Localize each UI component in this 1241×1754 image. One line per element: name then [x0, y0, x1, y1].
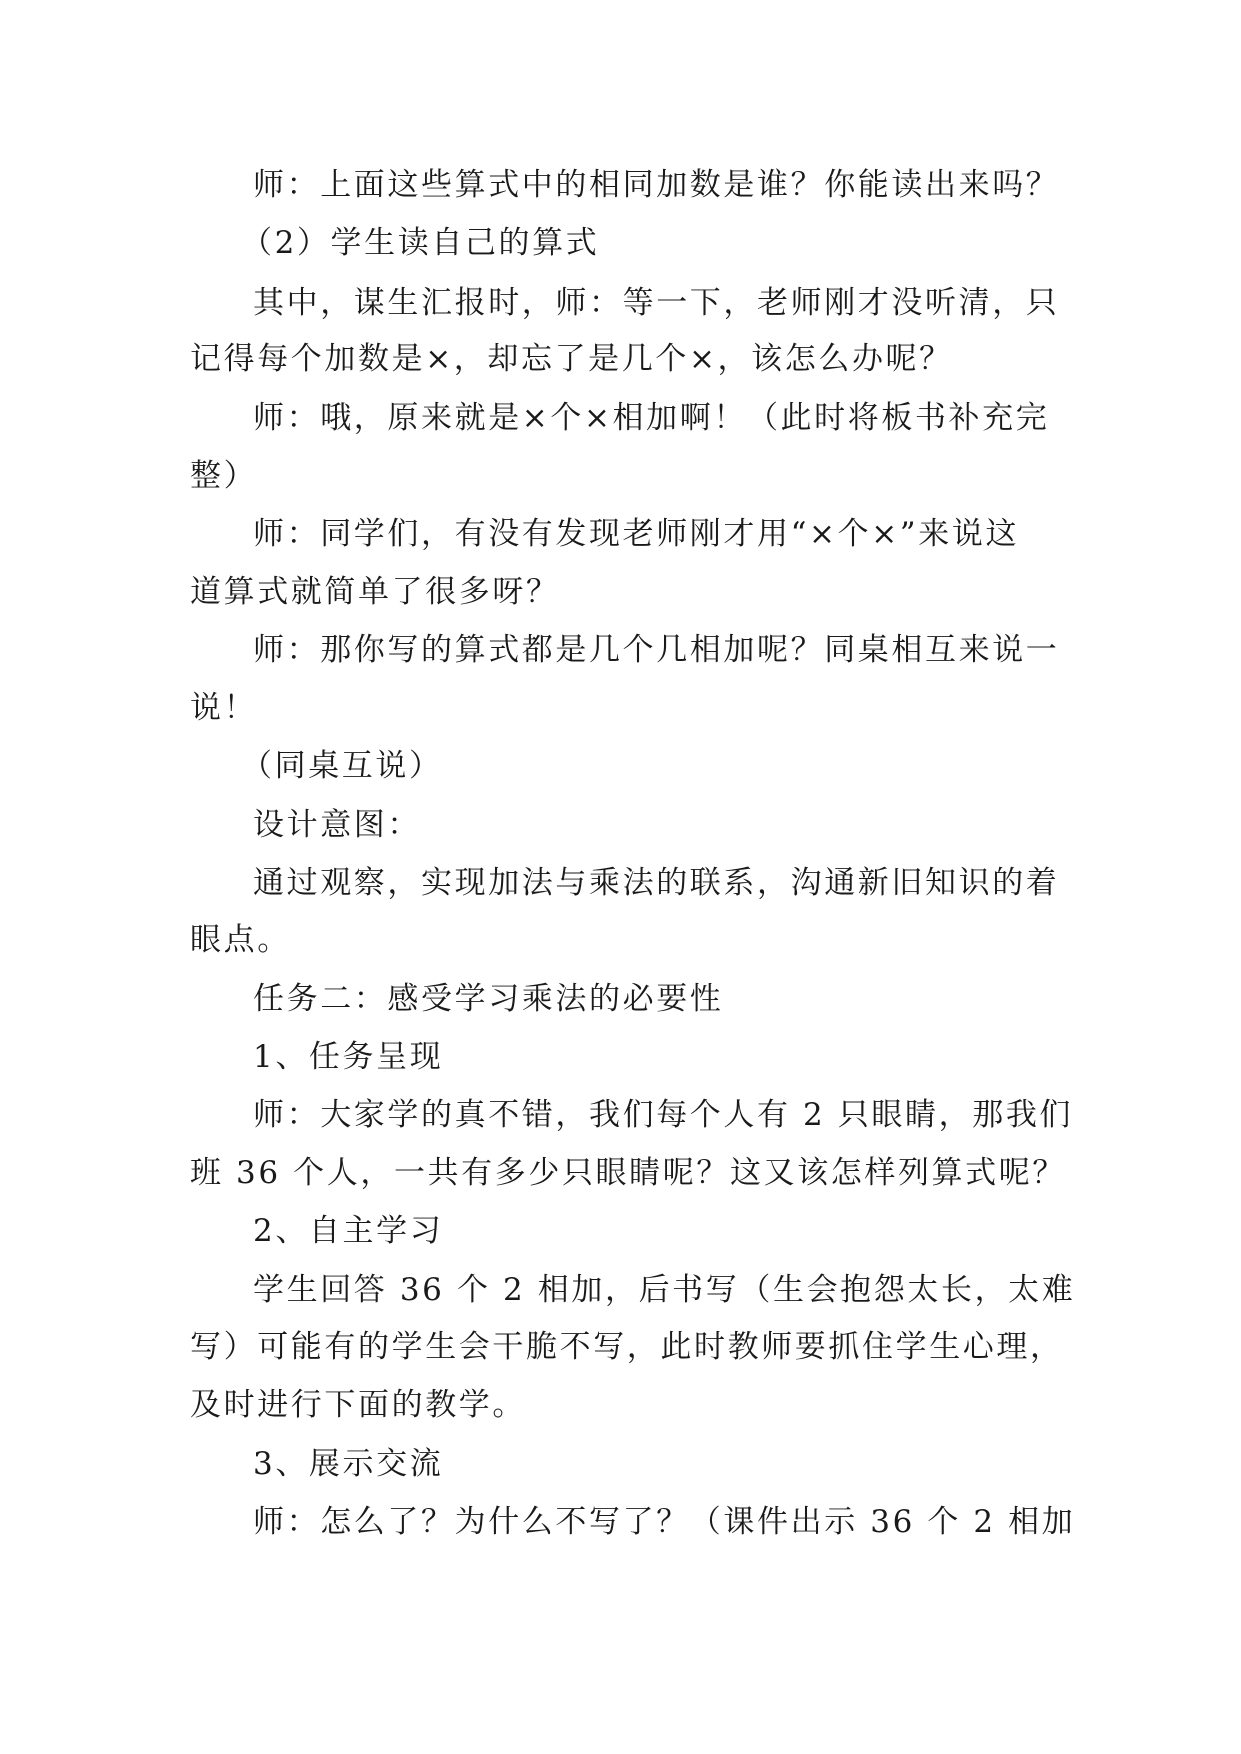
paragraph-line: 师：哦，原来就是×个×相加啊！（此时将板书补充完: [253, 400, 1050, 436]
paragraph-line: 师：同学们，有没有发现老师刚才用“×个×”来说这: [253, 516, 1020, 552]
paragraph-line: 1、任务呈现: [253, 1039, 444, 1075]
paragraph-line: 设计意图：: [253, 807, 421, 843]
paragraph-line: （2）学生读自己的算式: [241, 225, 600, 261]
paragraph-line: 任务二：感受学习乘法的必要性: [253, 981, 724, 1017]
paragraph-line: 说！: [190, 690, 258, 726]
paragraph-line: 记得每个加数是×，却忘了是几个×，该怎么办呢？: [190, 341, 953, 377]
paragraph-line: （同桌互说）: [241, 748, 443, 784]
paragraph-line: 及时进行下面的教学。: [190, 1387, 526, 1423]
paragraph-line: 通过观察，实现加法与乘法的联系，沟通新旧知识的着: [253, 865, 1060, 901]
paragraph-line: 师：那你写的算式都是几个几相加呢？同桌相互来说一: [253, 632, 1060, 668]
paragraph-line: 道算式就简单了很多呀？: [190, 574, 560, 610]
paragraph-line: 其中，谋生汇报时，师：等一下，老师刚才没听清，只: [253, 285, 1060, 321]
paragraph-line: 班 36 个人，一共有多少只眼睛呢？这又该怎样列算式呢？: [190, 1155, 1066, 1191]
paragraph-line: 2、自主学习: [253, 1213, 444, 1249]
paragraph-line: 师：上面这些算式中的相同加数是谁？你能读出来吗？: [253, 167, 1060, 203]
paragraph-line: 师：大家学的真不错，我们每个人有 2 只眼睛，那我们: [253, 1097, 1074, 1133]
paragraph-line: 整）: [190, 458, 258, 494]
paragraph-line: 师：怎么了？为什么不写了？（课件出示 36 个 2 相加: [253, 1504, 1076, 1540]
paragraph-line: 写）可能有的学生会干脆不写，此时教师要抓住学生心理，: [190, 1329, 1064, 1365]
paragraph-line: 眼点。: [190, 922, 291, 958]
paragraph-line: 学生回答 36 个 2 相加，后书写（生会抱怨太长，太难: [253, 1272, 1076, 1308]
paragraph-line: 3、展示交流: [253, 1446, 444, 1482]
